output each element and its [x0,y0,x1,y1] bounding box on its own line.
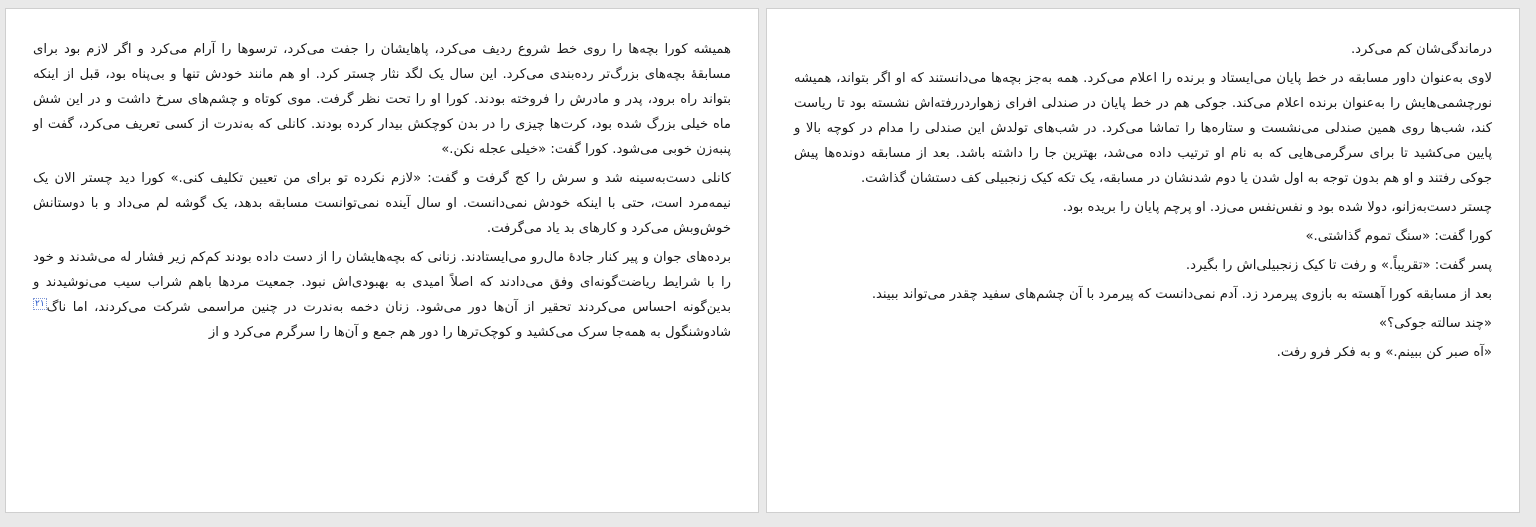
dialogue-line: «چند سالته جوکی؟» [1379,316,1492,331]
paragraph: بعد از مسابقه کورا آهسته به بازوی پیرمرد زد. آدم نمی‌دانست که پیرمرد با آن چشم‌های سفید چقدر می‌تواند ببیند. [871,287,1492,302]
right-page-text [794,37,1492,369]
left-page [5,8,759,513]
right-page [766,8,1520,513]
paragraph: لاوی به‌عنوان داور مسابقه در خط پایان می‌ایستاد و برنده را اعلام می‌کرد. همه به‌جز بچه‌ها می‌دانستند که او اگر بتواند، همیشه نورچشمی‌هایش را به‌عنوان برنده اعلام می‌کند. جوکی هم در خط پایان در صندلی افرای زهواردررفته‌اش نشسته بود تا ریاست کند، شب‌ها روی همین صندلی می‌نشست و ستاره‌ها را تماشا می‌کرد. در شب‌های تولدش این صندلی را مدام در کوچه بالا و پایین می‌کشید تا برای سرگرمی‌هایی که به نام او ترتیب داده می‌شد، بهترین جا را داشته باشد. بعد از مسابقه دونده‌ها پیش جوکی رفتند و او هم بدون توجه به اول شدن یا دوم شدنشان در مسابقه، یک تکه کیک زنجبیلی کف دستشان گذاشت. [794,71,1492,186]
paragraph: درماندگی‌شان کم می‌کرد. [1350,42,1492,57]
dialogue-line: کورا گفت: «سنگ تموم گذاشتی.» [1305,229,1492,244]
dialogue-line: پسر گفت: «تقریباً.» و رفت تا کیک زنجبیلی‌اش را بگیرد. [1185,258,1492,273]
paragraph: کانلی دست‌به‌سینه شد و سرش را کج گرفت و گفت: «لازم نکرده تو برای من تعیین تکلیف کنی.» کورا دید چستر الان یک نیمه‌مرد است، حتی با اینکه خودش نمی‌دانست. او سال آینده نمی‌توانست مسابقه بدهد، یک گوشه لم می‌داد و با دوستانش خوش‌وبش می‌کرد و کارهای بد یاد می‌گرفت. [33,171,731,236]
paragraph-text-part: شادوشنگول به همه‌جا سرک می‌کشید و کوچک‌ترها را دور هم جمع و آن‌ها را سرگرم می‌کرد و از [208,325,731,340]
footnote-reference-link[interactable]: ۲۱ [35,298,45,309]
left-page-text [33,37,731,349]
paragraph: چستر دست‌به‌زانو، دولا شده بود و نفس‌نفس می‌زد. او پرچم پایان را بریده بود. [1062,200,1492,215]
dialogue-line: «آه صبر کن ببینم.» و به فکر فرو رفت. [1276,345,1492,360]
paragraph-text-part: برده‌های جوان و پیر کنار جادهٔ مال‌رو می‌ایستادند. زنانی که بچه‌هایشان را از دست داده بودند کم‌کم زیر فشار له می‌شدند و خود را با شرایط ریاضت‌گونه‌ای وفق می‌دادند که اصلاً امیدی به بهبودی‌اش نبود. جمعیت مردها باهم شراب سیب می‌نوشیدند و بدین‌گونه احساس می‌کردند تحقیر از آن‌ها دور می‌شود. زنان دخمه به‌ندرت در چنین مراسمی شرکت می‌کردند، اما ناگ [33,250,731,315]
paragraph: همیشه کورا بچه‌ها را روی خط شروع ردیف می‌کرد، پاهایشان را جفت می‌کرد، ترسوها را آرام می‌کرد و اگر لازم بود برای مسابقهٔ بچه‌های بزرگ‌تر رده‌بندی می‌کرد. این سال یک لگد نثار چستر کرد. او هم مانند خودش تنها و بی‌پناه بود، قبل از اینکه بتواند راه برود، پدر و مادرش را فروخته بودند. کورا او را تحت نظر گرفت. موی کوتاه و چشم‌های سرخ داشت و در این شش ماه خیلی بزرگ شده بود، کرت‌ها چیزی را در بدن کوچکش بیدار کرده بودند. کانلی که به‌ندرت از کسی تعریف می‌کرد، گفت او پنبه‌زن خوبی می‌شود. کورا گفت: «خیلی عجله نکن.» [33,42,731,157]
paragraph-with-footnote [33,245,731,345]
